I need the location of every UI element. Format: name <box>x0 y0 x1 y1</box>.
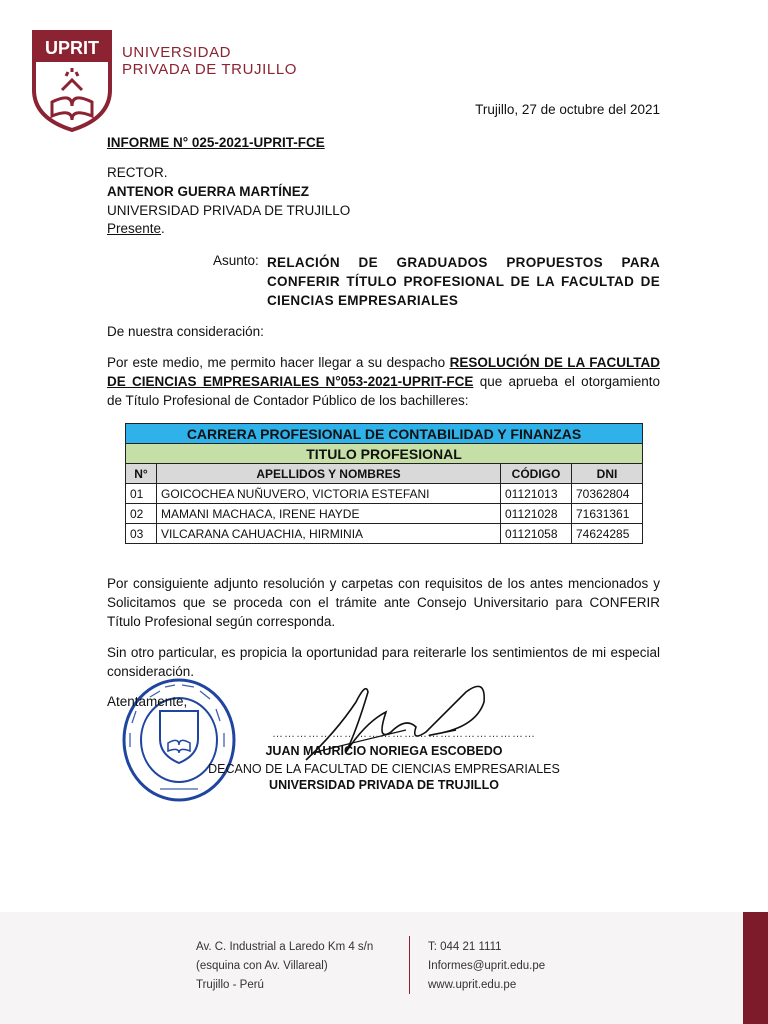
informe-number: INFORME N° 025-2021-UPRIT-FCE <box>107 135 325 150</box>
intro-after: que aprueba el otorgamiento de Título Profesional de Contador Público de los bachilleres: <box>107 374 660 408</box>
cell-dni: 70362804 <box>572 484 643 504</box>
resolution-reference: RESOLUCIÓN DE LA FACULTAD DE CIENCIAS EMPRESARIALES N°053-2021-UPRIT-FCE <box>107 355 660 389</box>
footer-address-3: Trujillo - Perú <box>196 979 264 991</box>
logo-text: UPRIT <box>45 38 99 58</box>
atentamente: Atentamente, <box>107 694 188 709</box>
cell-code: 01121058 <box>501 524 572 544</box>
table-row <box>126 504 643 524</box>
intro-before: Por este medio, me permito hacer llegar a su despacho <box>107 355 450 370</box>
cell-name: MAMANI MACHACA, IRENE HAYDE <box>157 504 501 524</box>
presente-suffix: . <box>161 221 165 236</box>
footer-email[interactable]: Informes@uprit.edu.pe <box>428 960 546 972</box>
footer <box>0 912 768 1024</box>
cell-name: GOICOCHEA NUÑUVERO, VICTORIA ESTEFANI <box>157 484 501 504</box>
addressee-title: RECTOR. <box>107 165 168 180</box>
footer-address <box>196 938 373 995</box>
closing-paragraph-1: Por consiguiente adjunto resolución y carpetas con requisitos de los antes mencionados y Solicitamos que se proceda con el trámite ante Consejo Universitario para CONFERIR Título Profesional según corresponda. <box>107 576 660 629</box>
footer-address-2: (esquina con Av. Villareal) <box>196 960 328 972</box>
table-row <box>126 524 643 544</box>
table-degree-header: TITULO PROFESIONAL <box>126 444 643 464</box>
document-date: Trujillo, 27 de octubre del 2021 <box>475 102 660 117</box>
presente-text: Presente <box>107 221 162 236</box>
cell-code: 01121028 <box>501 504 572 524</box>
university-line-2: PRIVADA DE TRUJILLO <box>122 61 298 78</box>
greeting: De nuestra consideración: <box>107 324 264 339</box>
footer-contact <box>428 938 545 995</box>
cell-number: 02 <box>126 504 157 524</box>
table-row <box>126 484 643 504</box>
cell-dni: 71631361 <box>572 504 643 524</box>
intro-paragraph <box>107 353 660 410</box>
university-name <box>122 44 297 78</box>
presente-line <box>107 221 165 236</box>
signer-name: JUAN MAURICIO NORIEGA ESCOBEDO <box>265 744 503 758</box>
footer-phone: T: 044 21 1111 <box>428 941 502 953</box>
asunto-label: Asunto: <box>213 253 259 268</box>
cell-dni: 74624285 <box>572 524 643 544</box>
asunto-text: RELACIÓN DE GRADUADOS PROPUESTOS PARA CONFERIR TÍTULO PROFESIONAL DE LA FACULTAD DE CIENCIAS EMPRESARIALES <box>267 255 660 308</box>
addressee-name: ANTENOR GUERRA MARTÍNEZ <box>107 184 309 199</box>
university-line-1: UNIVERSIDAD <box>122 44 232 61</box>
col-header-number: N° <box>126 464 157 484</box>
cell-name: VILCARANA CAHUACHIA, HIRMINIA <box>157 524 501 544</box>
addressee-institution: UNIVERSIDAD PRIVADA DE TRUJILLO <box>107 203 351 218</box>
table-column-headers <box>126 464 643 484</box>
col-header-name: APELLIDOS Y NOMBRES <box>157 464 501 484</box>
graduates-table <box>125 423 643 544</box>
col-header-dni: DNI <box>572 464 643 484</box>
footer-divider <box>409 936 410 994</box>
col-header-code: CÓDIGO <box>501 464 572 484</box>
footer-accent-bar <box>743 912 768 1024</box>
closing-paragraph-2: Sin otro particular, es propicia la oportunidad para reiterarle los sentimientos de mi especial consideración. <box>107 645 660 679</box>
signer-institution: UNIVERSIDAD PRIVADA DE TRUJILLO <box>269 778 499 792</box>
cell-number: 03 <box>126 524 157 544</box>
cell-number: 01 <box>126 484 157 504</box>
signer-position: DECANO DE LA FACULTAD DE CIENCIAS EMPRESARIALES <box>208 762 560 776</box>
table-career-header: CARRERA PROFESIONAL DE CONTABILIDAD Y FINANZAS <box>126 424 643 444</box>
uprit-logo <box>32 30 112 132</box>
footer-website[interactable]: www.uprit.edu.pe <box>428 979 517 991</box>
signature-line: ………………………………………………………… <box>272 728 536 740</box>
cell-code: 01121013 <box>501 484 572 504</box>
footer-address-1: Av. C. Industrial a Laredo Km 4 s/n <box>196 941 374 953</box>
